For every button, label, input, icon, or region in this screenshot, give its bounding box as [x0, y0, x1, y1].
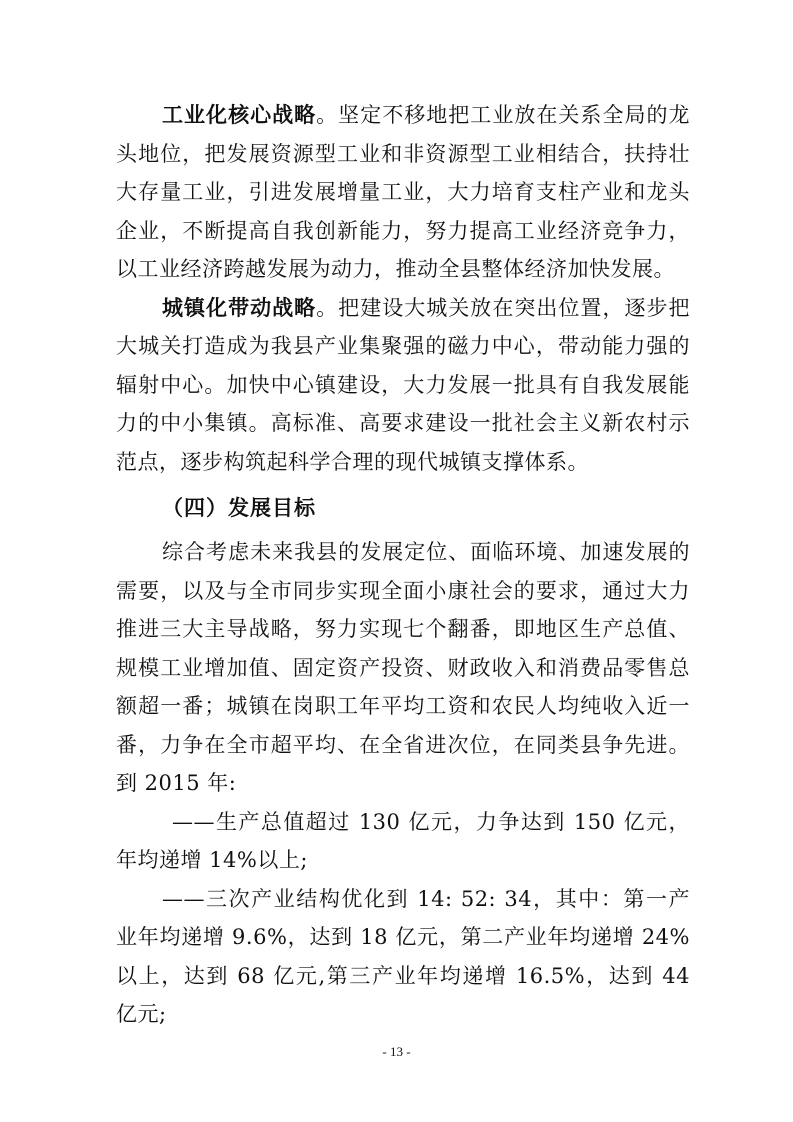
paragraph-title: 工业化核心战略 [162, 102, 317, 127]
paragraph-title: 城镇化带动战略 [162, 294, 317, 320]
paragraph-body: 。把建设大城关放在突出位置，逐步把大城关打造成为我县产业集聚强的磁力中心，带动能力强的辐射中心。加快中心镇建设，大力发展一批具有自我发展能力的中小集镇。高标准、高要求建设一批社会主义新农村示范点，逐步构筑起科学合理的现代城镇支撑体系。 [116, 295, 691, 474]
paragraph-industrialization [116, 96, 690, 289]
section-heading: （四）发展目标 [162, 495, 316, 520]
paragraph-body: 。坚定不移地把工业放在关系全局的龙头地位，把发展资源型工业和非资源型工业相结合，扶持壮大存量工业，引进发展增量工业，大力培育支柱产业和龙头企业，不断提高自我创新能力，努力提高工业经济竞争力，以工业经济跨越发展为动力，推动全县整体经济加快发展。 [116, 103, 691, 281]
paragraph-urbanization [116, 289, 690, 482]
page-number: - 13 - [382, 1044, 411, 1059]
goal-item-industry-structure: ——三次产业结构优化到 14: 52: 34，其中：第一产业年均递增 9.6%，达到 18 亿元，第二产业年均递增 24%以上，达到 68 亿元,第三产业年均递增 16.5%，达到 44 亿元; [116, 886, 690, 1026]
body-text [116, 96, 690, 1034]
goal-item-gdp: ——生产总值超过 130 亿元，力争达到 150 亿元，年均递增 14%以上; [116, 809, 690, 872]
paragraph-goals-intro: 综合考虑未来我县的发展定位、面临环境、加速发展的需要，以及与全市同步实现全面小康社会的要求，通过大力推进三大主导战略，努力实现七个翻番，即地区生产总值、规模工业增加值、固定资产投资、财政收入和消费品零售总额超一番；城镇在岗职工年平均工资和农民人均纯收入近一番，力争在全市超平均、在全省进次位，在同类县争先进。到 2015 年: [116, 540, 690, 795]
